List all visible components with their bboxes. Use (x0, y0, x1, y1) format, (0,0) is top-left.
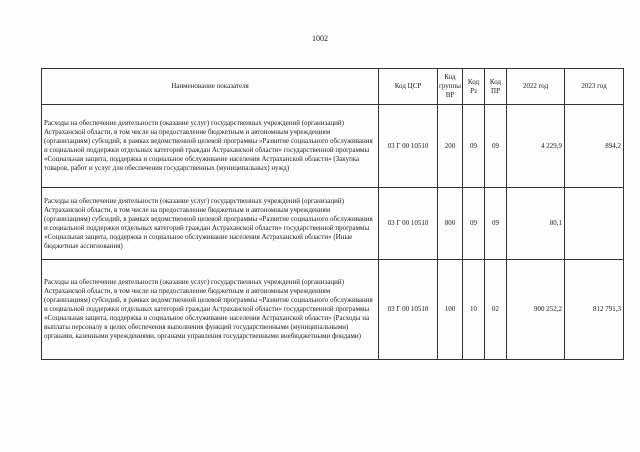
budget-table (41, 68, 624, 360)
row-rz: 09 (463, 188, 485, 260)
row-name: Расходы на обеспечение деятельности (оказание услуг) государственных учреждений (организаций) Астраханской области, в том числе на предоставление бюджетным и автономным учреждениям (организациям) субсидий, в рамках ведомственной целевой программы «Развитие социального обслуживания и социальной поддержки отдельных категорий граждан Астраханской области» государственной программы «Социальная защита, поддержка и социальное обслуживание населения Астраханской области» (Иные бюджетные ассигнования) (42, 188, 379, 260)
row-vr: 200 (438, 105, 463, 188)
row-csr: 03 Г 00 10510 (379, 260, 438, 360)
row-2022: 900 252,2 (507, 260, 565, 360)
row-pr: 09 (485, 188, 507, 260)
header-rz: Код Рз (463, 69, 485, 105)
row-2022: 80,1 (507, 188, 565, 260)
row-2023: 894,2 (565, 105, 624, 188)
row-name: Расходы на обеспечение деятельности (оказание услуг) государственных учреждений (организаций) Астраханской области, в том числе на предоставление бюджетным и автономным учреждениям (организациям) субсидий, в рамках ведомственной целевой программы «Развитие социального обслуживания и социальной поддержки отдельных категорий граждан Астраханской области» государственной программы «Социальная защита, поддержка и социальное обслуживание населения Астраханской области» (Расходы на выплаты персоналу в целях обеспечения выполнения функций государственными (муниципальными) органами, казенными учреждениями, органами управления государственными внебюджетными фондами) (42, 260, 379, 360)
row-name: Расходы на обеспечение деятельности (оказание услуг) государственных учреждений (организаций) Астраханской области, в том числе на предоставление бюджетным и автономным учреждениям (организациям) субсидий, в рамках ведомственной целевой программы «Развитие социального обслуживания и социальной поддержки отдельных категорий граждан Астраханской области» государственной программы «Социальная защита, поддержка и социальное обслуживание населения Астраханской области» (Закупка товаров, работ и услуг для обеспечения государственных (муниципальных) нужд) (42, 105, 379, 188)
table-row (42, 105, 624, 188)
header-vr: Код группы ВР (438, 69, 463, 105)
row-pr: 02 (485, 260, 507, 360)
header-row (42, 69, 624, 105)
table-row (42, 188, 624, 260)
row-csr: 03 Г 00 10510 (379, 105, 438, 188)
row-rz: 09 (463, 105, 485, 188)
row-2022: 4 229,9 (507, 105, 565, 188)
header-2022: 2022 год (507, 69, 565, 105)
header-2023: 2023 год (565, 69, 624, 105)
table-row (42, 260, 624, 360)
row-2023 (565, 188, 624, 260)
row-csr: 03 Г 00 10510 (379, 188, 438, 260)
row-2023: 812 791,3 (565, 260, 624, 360)
row-rz: 10 (463, 260, 485, 360)
header-pr: Код ПР (485, 69, 507, 105)
row-vr: 100 (438, 260, 463, 360)
header-csr: Код ЦСР (379, 69, 438, 105)
row-vr: 800 (438, 188, 463, 260)
row-pr: 09 (485, 105, 507, 188)
header-name: Наименование показателя (42, 69, 379, 105)
page-number: 1002 (312, 34, 328, 43)
